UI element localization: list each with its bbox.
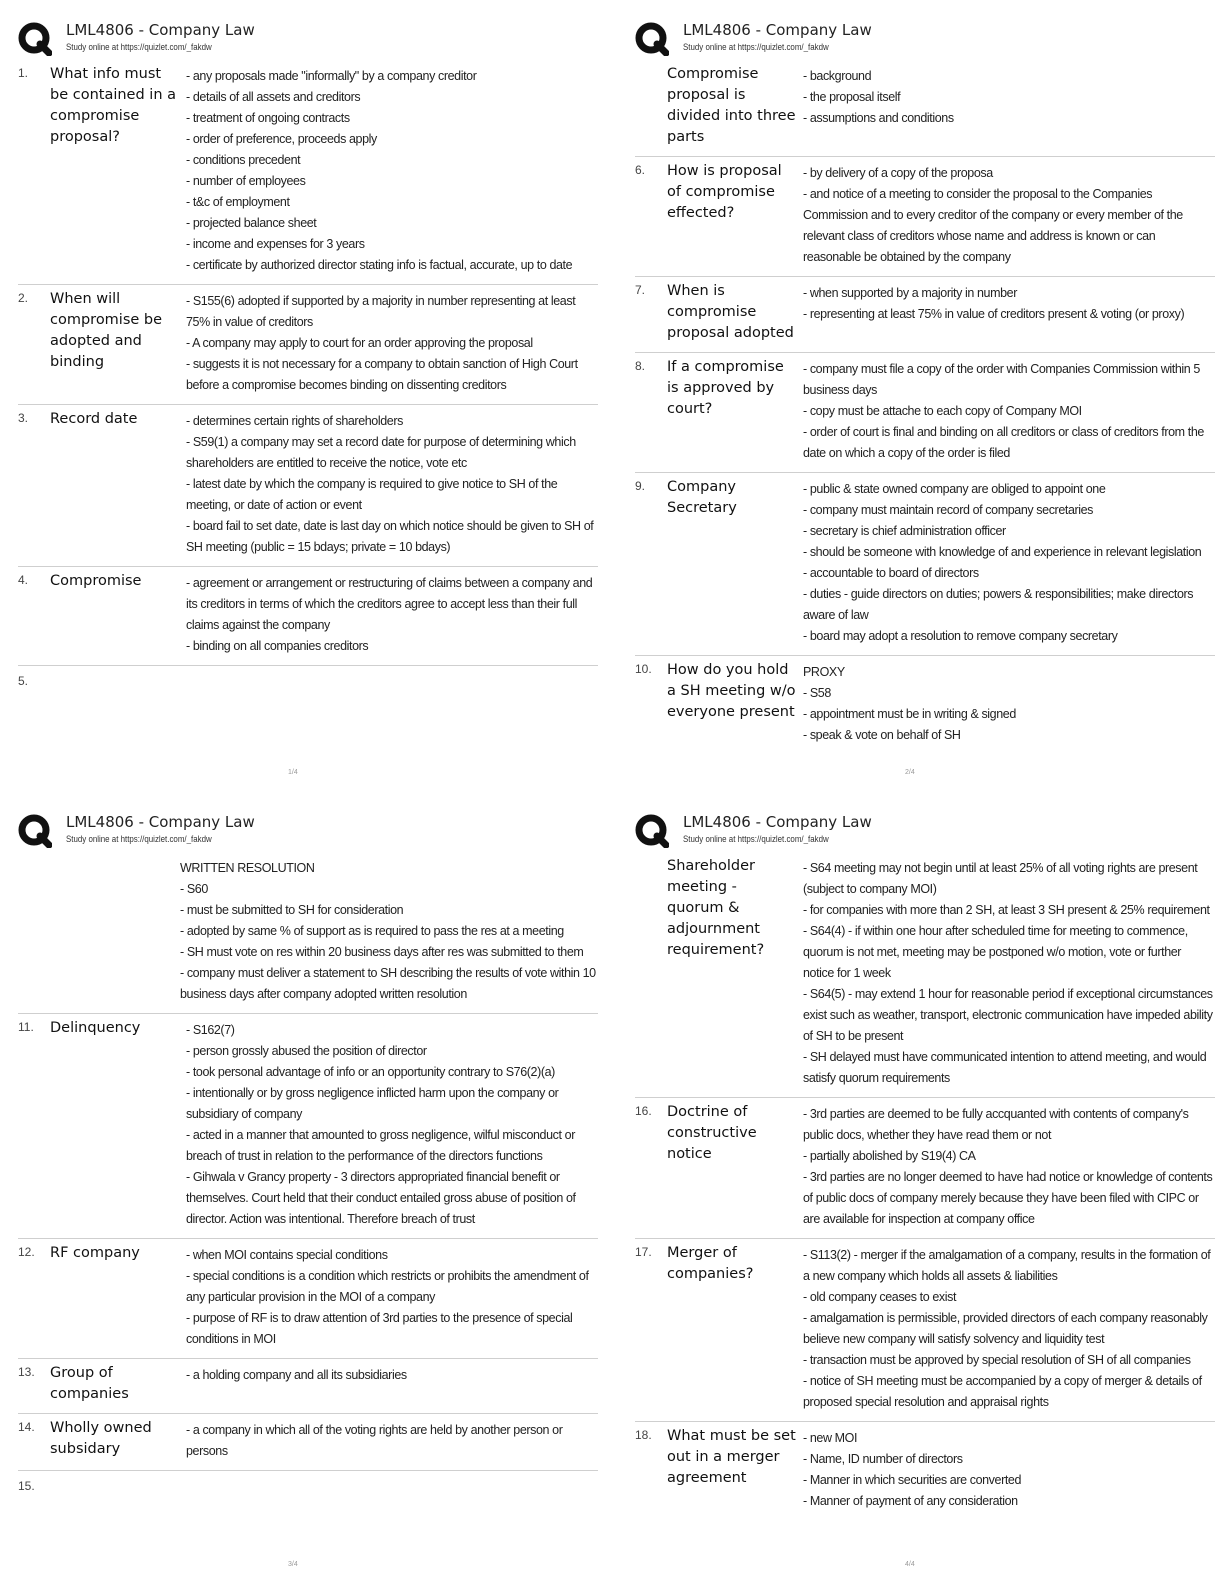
definition-line: - suggests it is not necessary for a company to obtain sanction of High Court before a compromise becomes binding on dissenting creditors	[186, 357, 578, 392]
definition-line: - company must maintain record of company secretaries	[803, 503, 1094, 517]
study-link[interactable]: Study online at https://quizlet.com/_fakdw	[66, 834, 212, 844]
definition-line: - binding on all companies creditors	[186, 639, 369, 653]
page-number: 2/4	[905, 769, 915, 776]
definition-line: - S155(6) adopted if supported by a majority in number representing at least 75% in value of creditors	[186, 294, 576, 329]
definition-line: - new MOI	[803, 1431, 858, 1445]
definition-line: - Manner in which securities are converted	[803, 1473, 1022, 1487]
card-definition	[186, 1243, 598, 1350]
definition-line: - S58	[803, 686, 831, 700]
definition-line: - SH must vote on res within 20 business days after res was submitted to them	[180, 945, 584, 959]
flashcard-row	[635, 157, 1215, 277]
card-definition	[186, 1363, 598, 1405]
definition-line: - order of court is final and binding on all creditors or class of creditors from the date on which a copy of the order is filed	[803, 425, 1204, 460]
definition-line: - should be someone with knowledge of and experience in relevant legislation	[803, 545, 1202, 559]
definition-line: - company must deliver a statement to SH describing the results of vote within 10 business days after company adopted written resolution	[180, 966, 596, 1001]
card-number: 16.	[635, 1104, 652, 1118]
definition-line: - purpose of RF is to draw attention of 3rd parties to the presence of special conditions in MOI	[186, 1311, 573, 1346]
definition-line: - accountable to board of directors	[803, 566, 979, 580]
definition-line: - 3rd parties are deemed to be fully accquanted with contents of company's public docs, whether they have read them or not	[803, 1107, 1189, 1142]
definition-line: - person grossly abused the position of director	[186, 1044, 427, 1058]
flashcard-row	[18, 852, 598, 1014]
definition-line: - certificate by authorized director stating info is factual, accurate, up to date	[186, 258, 573, 272]
card-definition	[186, 64, 598, 276]
quizlet-logo-icon	[635, 22, 669, 56]
card-number: 12.	[18, 1245, 35, 1259]
card-definition	[803, 856, 1215, 1089]
definition-line: - S162(7)	[186, 1023, 235, 1037]
card-definition	[803, 357, 1215, 464]
card-definition	[803, 660, 1215, 746]
definition-line: - must be submitted to SH for consideration	[180, 903, 404, 917]
definition-line: - special conditions is a condition which restricts or prohibits the amendment of any particular provision in the MOI of a company	[186, 1269, 589, 1304]
card-term: When is compromise proposal adopted	[667, 283, 794, 341]
definition-line: - for companies with more than 2 SH, at least 3 SH present & 25% requirement	[803, 903, 1210, 917]
flashcard-row	[635, 852, 1215, 1098]
definition-line: - board fail to set date, date is last day on which notice should be given to SH of SH meeting (public = 15 bdays; private = 10 bdays)	[186, 519, 594, 554]
flashcard-row	[18, 1414, 598, 1471]
card-number: 11.	[18, 1020, 34, 1034]
page-number: 4/4	[905, 1561, 915, 1568]
card-definition	[803, 477, 1215, 647]
study-link[interactable]: Study online at https://quizlet.com/_fakdw	[683, 42, 829, 52]
flashcard-page-2	[635, 18, 1215, 778]
definition-line: - income and expenses for 3 years	[186, 237, 365, 251]
next-card-number: 5.	[18, 674, 29, 688]
card-definition	[803, 281, 1215, 344]
page-number: 1/4	[288, 769, 298, 776]
flashcard-row	[18, 285, 598, 405]
card-number: 10.	[635, 662, 652, 676]
definition-line: - A company may apply to court for an order approving the proposal	[186, 336, 533, 350]
definition-line: - projected balance sheet	[186, 216, 317, 230]
card-term: Wholly owned subsidary	[50, 1420, 152, 1457]
course-title: LML4806 - Company Law	[66, 813, 255, 831]
flashcard-row	[635, 1239, 1215, 1422]
definition-line: - conditions precedent	[186, 153, 301, 167]
card-term: Group of companies	[50, 1365, 129, 1402]
card-term: Compromise proposal is divided into three parts	[667, 66, 796, 145]
definition-line: - S59(1) a company may set a record date for purpose of determining which shareholders are entitled to receive the notice, vote etc	[186, 435, 576, 470]
definition-line: - by delivery of a copy of the proposa	[803, 166, 993, 180]
card-term: What must be set out in a merger agreement	[667, 1428, 796, 1486]
flashcard-row	[635, 277, 1215, 353]
flashcard-row	[18, 567, 598, 666]
card-definition	[18, 856, 598, 1005]
card-definition	[803, 1243, 1215, 1413]
card-term: If a compromise is approved by court?	[667, 359, 784, 417]
quizlet-logo-icon	[18, 22, 52, 56]
page-header	[635, 810, 1215, 852]
card-list	[18, 852, 598, 1493]
card-number: 14.	[18, 1420, 35, 1434]
card-list	[635, 60, 1215, 754]
card-definition	[186, 409, 598, 558]
card-definition	[186, 571, 598, 657]
card-term: Record date	[50, 411, 138, 427]
flashcard-row	[18, 1239, 598, 1359]
study-link[interactable]: Study online at https://quizlet.com/_fakdw	[683, 834, 829, 844]
flashcard-row	[635, 1422, 1215, 1520]
card-definition	[803, 1102, 1215, 1230]
definition-line: - adopted by same % of support as is required to pass the res at a meeting	[180, 924, 564, 938]
definition-line: - background	[803, 69, 872, 83]
definition-line: WRITTEN RESOLUTION	[180, 861, 315, 875]
flashcard-row	[635, 1098, 1215, 1239]
card-number: 1.	[18, 66, 29, 80]
card-number: 2.	[18, 291, 29, 305]
definition-line: - public & state owned company are obliged to appoint one	[803, 482, 1106, 496]
flashcard-page-1	[18, 18, 598, 778]
page-number: 3/4	[288, 1561, 298, 1568]
flashcard-page-4	[635, 810, 1215, 1570]
definition-line: - latest date by which the company is required to give notice to SH of the meeting, or date of action or event	[186, 477, 558, 512]
card-definition	[186, 1018, 598, 1230]
definition-line: - when MOI contains special conditions	[186, 1248, 388, 1262]
definition-line: - number of employees	[186, 174, 306, 188]
flashcard-page-3	[18, 810, 598, 1570]
definition-line: - S64(4) - if within one hour after scheduled time for meeting to commence, quorum is not met, meeting may be postponed w/o motion, vote or further notice for 1 week	[803, 924, 1188, 980]
definition-line: - determines certain rights of shareholders	[186, 414, 403, 428]
definition-line: - old company ceases to exist	[803, 1290, 957, 1304]
definition-line: - Manner of payment of any consideration	[803, 1494, 1018, 1508]
definition-line: - Gihwala v Grancy property - 3 directors appropriated financial benefit or themselves. Court held that their conduct entailed gross abuse of position of director. Action was intentional. Therefore breach of trust	[186, 1170, 576, 1226]
definition-line: - duties - guide directors on duties; powers & responsibilities; make directors aware of law	[803, 587, 1194, 622]
quizlet-logo-icon	[18, 814, 52, 848]
page-header	[18, 18, 598, 60]
definition-line: - when supported by a majority in number	[803, 286, 1017, 300]
card-term: Company Secretary	[667, 479, 737, 516]
definition-line: - details of all assets and creditors	[186, 90, 361, 104]
definition-line: - a company in which all of the voting rights are held by another person or persons	[186, 1423, 563, 1458]
definition-line: - notice of SH meeting must be accompanied by a copy of merger & details of proposed special resolution and appraisal rights	[803, 1374, 1202, 1409]
definition-line: - amalgamation is permissible, provided directors of each company reasonably believe new company will satisfy solvency and liquidity test	[803, 1311, 1208, 1346]
definition-line: - agreement or arrangement or restructuring of claims between a company and its creditors in terms of which the creditors agree to accept less than their full claims against the company	[186, 576, 593, 632]
definition-line: - the proposal itself	[803, 90, 901, 104]
flashcard-row	[635, 473, 1215, 656]
course-title: LML4806 - Company Law	[683, 813, 872, 831]
card-term: Doctrine of constructive notice	[667, 1104, 757, 1162]
card-number: 3.	[18, 411, 29, 425]
card-number: 9.	[635, 479, 646, 493]
card-number	[635, 856, 667, 1089]
next-card-number: 15.	[18, 1479, 35, 1493]
card-list	[635, 852, 1215, 1520]
flashcard-row	[18, 60, 598, 285]
definition-line: - Name, ID number of directors	[803, 1452, 963, 1466]
card-number: 13.	[18, 1365, 35, 1379]
page-header	[18, 810, 598, 852]
card-number: 18.	[635, 1428, 652, 1442]
card-number: 17.	[635, 1245, 652, 1259]
flashcard-row	[635, 353, 1215, 473]
definition-line: - any proposals made "informally" by a company creditor	[186, 69, 477, 83]
flashcard-row	[635, 656, 1215, 754]
definition-line: - representing at least 75% in value of creditors present & voting (or proxy)	[803, 307, 1185, 321]
card-term: Delinquency	[50, 1020, 141, 1036]
definition-line: - a holding company and all its subsidiaries	[186, 1368, 407, 1382]
study-link[interactable]: Study online at https://quizlet.com/_fakdw	[66, 42, 212, 52]
card-term: RF company	[50, 1245, 140, 1261]
card-term: How is proposal of compromise effected?	[667, 163, 782, 221]
flashcard-row	[18, 405, 598, 567]
card-number: 4.	[18, 573, 29, 587]
course-title: LML4806 - Company Law	[683, 21, 872, 39]
definition-line: - S64(5) - may extend 1 hour for reasonable period if exceptional circumstances exist such as weather, transport, electronic communication have impeded ability of SH to be present	[803, 987, 1213, 1043]
definition-line: - SH delayed must have communicated intention to attend meeting, and would satisfy quorum requirements	[803, 1050, 1207, 1085]
definition-line: - company must file a copy of the order with Companies Commission within 5 business days	[803, 362, 1200, 397]
definition-line: - treatment of ongoing contracts	[186, 111, 350, 125]
card-term: Merger of companies?	[667, 1245, 754, 1282]
definition-line: - order of preference, proceeds apply	[186, 132, 377, 146]
card-definition	[186, 289, 598, 396]
page-header	[635, 18, 1215, 60]
card-list	[18, 60, 598, 688]
card-number: 8.	[635, 359, 646, 373]
definition-line: - intentionally or by gross negligence inflicted harm upon the company or subsidiary of company	[186, 1086, 559, 1121]
definition-line: - S113(2) - merger if the amalgamation of a company, results in the formation of a new company which holds all assets & liabilities	[803, 1248, 1211, 1283]
card-term: Shareholder meeting - quorum & adjournment requirement?	[667, 858, 765, 958]
card-definition	[186, 1418, 598, 1462]
definition-line: - speak & vote on behalf of SH	[803, 728, 961, 742]
definition-line: - S60	[180, 882, 208, 896]
card-definition	[803, 161, 1215, 268]
definition-line: - S64 meeting may not begin until at least 25% of all voting rights are present (subject to company MOI)	[803, 861, 1198, 896]
definition-line: - 3rd parties are no longer deemed to have had notice or knowledge of contents of public docs of company merely because they have been filed with CIPC or are available for inspection at company office	[803, 1170, 1213, 1226]
definition-line: - transaction must be approved by special resolution of SH of all companies	[803, 1353, 1191, 1367]
card-definition	[803, 1426, 1215, 1512]
definition-line: - acted in a manner that amounted to gross negligence, wilful misconduct or breach of trust in relation to the performance of the directors functions	[186, 1128, 575, 1163]
card-term: What info must be contained in a compromise proposal?	[50, 66, 177, 145]
flashcard-row	[635, 60, 1215, 157]
card-number: 7.	[635, 283, 646, 297]
flashcard-row	[18, 1014, 598, 1239]
definition-line: - secretary is chief administration officer	[803, 524, 1006, 538]
card-term: When will compromise be adopted and binding	[50, 291, 163, 370]
definition-line: - appointment must be in writing & signed	[803, 707, 1016, 721]
definition-line: - assumptions and conditions	[803, 111, 954, 125]
definition-line: PROXY	[803, 665, 845, 679]
definition-line: - board may adopt a resolution to remove company secretary	[803, 629, 1118, 643]
card-definition	[803, 64, 1215, 148]
definition-line: - copy must be attache to each copy of Company MOI	[803, 404, 1082, 418]
flashcard-row	[18, 1359, 598, 1414]
definition-line: - took personal advantage of info or an opportunity contrary to S76(2)(a)	[186, 1065, 555, 1079]
course-title: LML4806 - Company Law	[66, 21, 255, 39]
card-number	[635, 64, 667, 148]
quizlet-logo-icon	[635, 814, 669, 848]
definition-line: - t&c of employment	[186, 195, 290, 209]
definition-line: - and notice of a meeting to consider the proposal to the Companies Commission and to every creditor of the company or every member of the relevant class of creditors whose name and address is known or can reasonable be obtained by the company	[803, 187, 1183, 264]
card-number: 6.	[635, 163, 646, 177]
card-term: Compromise	[50, 573, 142, 589]
card-term: How do you hold a SH meeting w/o everyone present	[667, 662, 796, 720]
definition-line: - partially abolished by S19(4) CA	[803, 1149, 976, 1163]
